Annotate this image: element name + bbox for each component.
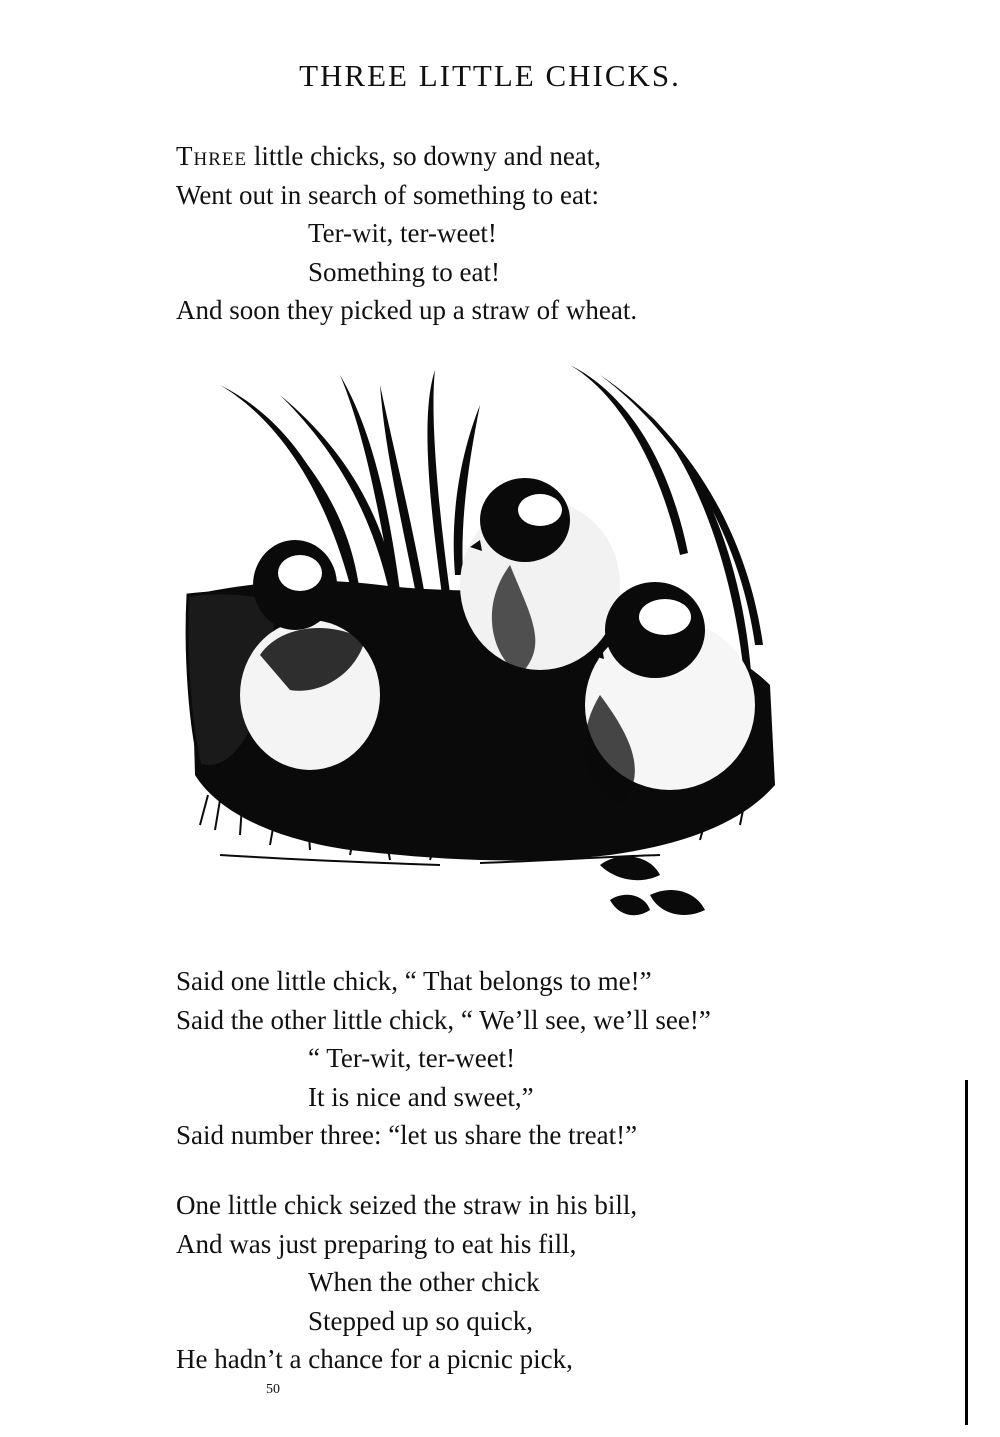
- chick-left: [240, 540, 380, 770]
- poem-line: One little chick seized the straw in his bill,: [176, 1190, 638, 1220]
- poem-line: Ter-wit, ter-weet!: [308, 218, 497, 248]
- page-number: 50: [266, 1382, 280, 1397]
- poem-line: And soon they picked up a straw of wheat.: [176, 295, 638, 325]
- stanza-1: [176, 137, 637, 330]
- stanza-2: [176, 962, 711, 1155]
- stanza-3: [176, 1186, 637, 1379]
- poem-line: [176, 137, 637, 176]
- poem-line-text: little chicks, so downy and neat,: [247, 141, 602, 171]
- poem-line: Stepped up so quick,: [308, 1305, 533, 1336]
- chick-center: [460, 478, 620, 675]
- poem-line: Went out in search of something to eat:: [176, 179, 599, 210]
- poem-line: “ Ter-wit, ter-weet!: [308, 1043, 516, 1073]
- poem-line: Something to eat!: [308, 256, 500, 287]
- poem-line: Said number three: “let us share the treat!”: [176, 1120, 638, 1150]
- page-title: THREE LITTLE CHICKS.: [299, 58, 681, 93]
- poem-line: It is nice and sweet,”: [308, 1081, 534, 1112]
- poem-line: Said one little chick, “ That belongs to me!”: [176, 966, 652, 996]
- poem-line: And was just preparing to eat his fill,: [176, 1228, 577, 1259]
- poem-line: Said the other little chick, “ We’ll see, we’ll see!”: [176, 1004, 711, 1035]
- chicks-illustration: [180, 355, 780, 935]
- drop-word: Three: [176, 141, 248, 171]
- poem-line: He hadn’t a chance for a picnic pick,: [176, 1344, 573, 1374]
- leaves: [600, 856, 705, 915]
- scan-edge-line: [965, 1080, 968, 1425]
- poem-line: When the other chick: [308, 1267, 540, 1297]
